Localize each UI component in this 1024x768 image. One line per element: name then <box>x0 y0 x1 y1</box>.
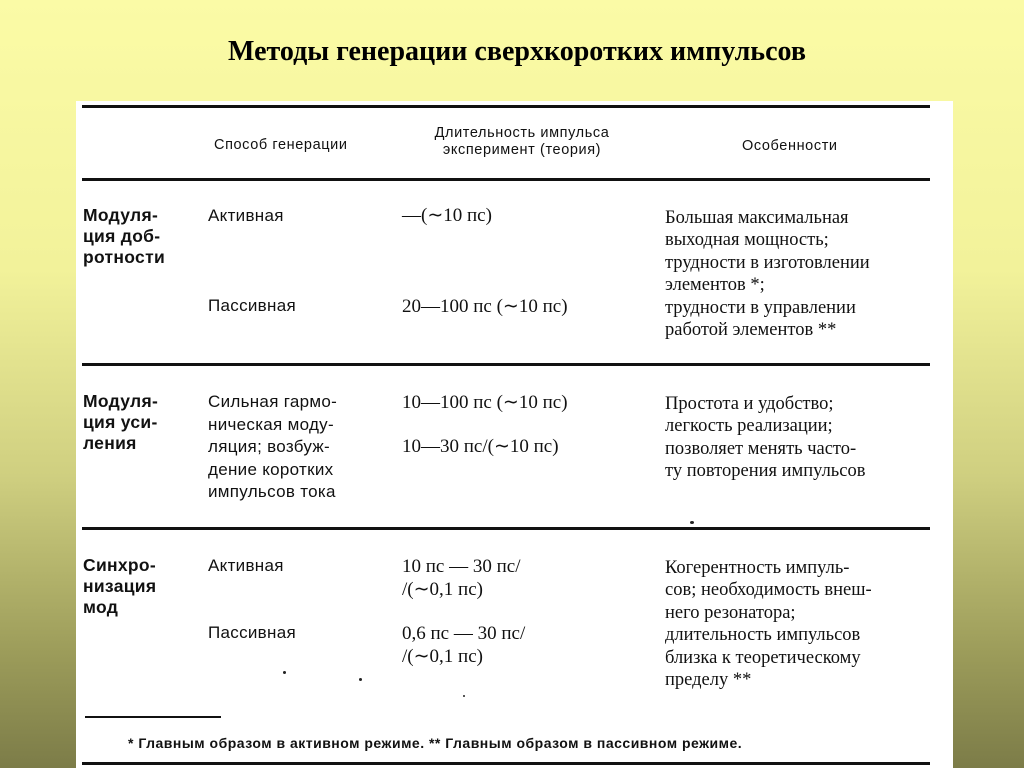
duration-passive: 20—100 пс (∼10 пс) <box>402 296 568 317</box>
method-passive: Пассивная <box>208 296 296 315</box>
footnote: * Главным образом в активном режиме. ** Главным образом в пассивном режиме. <box>128 735 743 751</box>
scanned-table-page <box>76 101 953 768</box>
method-active: Активная <box>208 206 284 225</box>
header-method: Способ генерации <box>214 137 348 153</box>
features-gain-modulation: Простота и удобство; легкость реализации; позволяет менять часто- ту повторения импульсов <box>665 394 866 482</box>
method-passive-ml: Пассивная <box>208 623 296 642</box>
header-features: Особенности <box>742 138 838 154</box>
duration-active-ml: 10 пс — 30 пс/ /(∼0,1 пс) <box>402 556 521 600</box>
header-rule <box>82 178 930 181</box>
group-rule-2 <box>82 527 930 530</box>
group-name-q-switching: Модуля- ция доб- ротности <box>83 205 166 267</box>
group-name-gain-modulation: Модуля- ция уси- ления <box>83 391 159 453</box>
duration-gain-2: 10—30 пс/(∼10 пс) <box>402 436 559 457</box>
scan-speck <box>283 671 286 674</box>
duration-passive-ml: 0,6 пс — 30 пс/ /(∼0,1 пс) <box>402 623 526 667</box>
slide-title: Методы генерации сверхкоротких импульсов <box>228 36 806 67</box>
duration-gain-1: 10—100 пс (∼10 пс) <box>402 392 568 413</box>
features-q-switching: Большая максимальная выходная мощность; трудности в изготовлении элементов *; трудности в управлении работой элементов ** <box>665 208 870 341</box>
header-duration: Длительность импульса эксперимент (теория) <box>434 125 610 158</box>
features-mode-locking: Когерентность импуль- сов; необходимость внеш- него резонатора; длительность импульсов близка к теоретическому пределу ** <box>665 558 872 691</box>
group-name-mode-locking: Синхро- низация мод <box>83 555 157 617</box>
group-rule-1 <box>82 363 930 366</box>
scan-speck <box>463 695 465 697</box>
scan-speck <box>690 521 694 524</box>
method-harmonic-modulation: Сильная гармо- ническая моду- ляция; возбуж- дение коротких импульсов тока <box>208 392 338 501</box>
duration-active: —(∼10 пс) <box>402 205 492 226</box>
method-active-ml: Активная <box>208 556 284 575</box>
footnote-rule <box>85 716 221 718</box>
scan-speck <box>359 678 362 681</box>
table-bottom-rule <box>82 762 930 765</box>
table-top-rule <box>82 105 930 108</box>
